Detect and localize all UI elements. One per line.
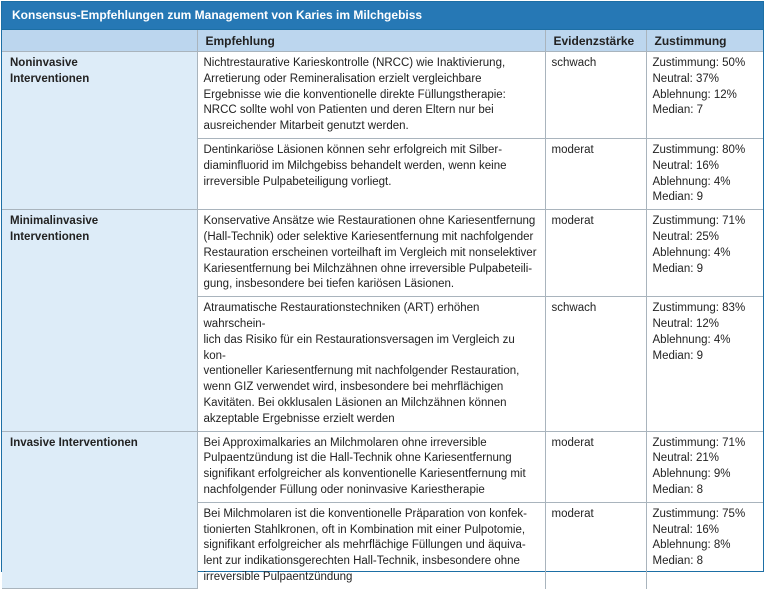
recommendation-cell: Nichtrestaurative Karieskontrolle (NRCC) wie Inaktivierung, Arretierung oder Remineralisation erzielt vergleichbare Ergebnisse wie die konventionelle direkte Füllungstherapie: NRCC sollte wohl von Patienten und deren Eltern nur bei ausreichender Mitarbeit genutzt werden. [197,52,545,139]
evidence-cell: schwach [545,52,646,139]
table-title: Konsensus-Empfehlungen zum Management von Karies im Milchgebiss [2,2,763,30]
group-label-invasive: Invasive Interventionen [2,431,197,589]
evidence-cell: schwach [545,297,646,431]
header-category [2,30,197,52]
table-row [2,210,763,297]
header-evidence: Evidenzstärke [545,30,646,52]
evidence-cell: moderat [545,138,646,209]
agreement-cell: Zustimmung: 71% Neutral: 21% Ablehnung: 9% Median: 8 [646,431,763,502]
table-row [2,52,763,139]
evidence-cell: moderat [545,431,646,502]
agreement-cell: Zustimmung: 71% Neutral: 25% Ablehnung: 4% Median: 9 [646,210,763,297]
header-row [2,30,763,52]
evidence-cell: moderat [545,210,646,297]
agreement-cell: Zustimmung: 83% Neutral: 12% Ablehnung: 4% Median: 9 [646,297,763,431]
recommendations-table [2,30,763,589]
table-row [2,431,763,502]
recommendation-cell: Bei Approximalkaries an Milchmolaren ohne irreversible Pulpaentzündung ist die Hall-Technik ohne Kariesentfernung signifikant erfolgreicher als konventionelle Kariesentfernung mit nachfolgender Füllung oder noninvasive Kariestherapie [197,431,545,502]
group-label-minimalinvasive: Minimalinvasive Interventionen [2,210,197,431]
header-recommendation: Empfehlung [197,30,545,52]
recommendation-cell: Konservative Ansätze wie Restaurationen ohne Kariesentfernung (Hall-Technik) oder selektive Kariesentfernung mit nachfolgender Restauration erscheinen vorteilhaft im Vergleich mit nonselektiver Kariesentfernung bei Milchzähnen ohne irreversible Pulpabeteili- gung, insbesondere bei tiefen kariösen Läsionen. [197,210,545,297]
agreement-cell: Zustimmung: 50% Neutral: 37% Ablehnung: 12% Median: 7 [646,52,763,139]
recommendation-cell: Atraumatische Restaurationstechniken (ART) erhöhen wahrschein- lich das Risiko für ein Restaurationsversagen im Vergleich zu kon- ventioneller Kariesentfernung mit nachfolgender Restauration, wenn GIZ verwendet wird, insbesondere bei mehrflächigen Kavitäten. Bei okklusalen Läsionen an Milchzähnen können akzeptable Ergebnisse erzielt werden [197,297,545,431]
header-agreement: Zustimmung [646,30,763,52]
evidence-cell: moderat [545,502,646,588]
agreement-cell: Zustimmung: 80% Neutral: 16% Ablehnung: 4% Median: 9 [646,138,763,209]
group-label-noninvasive: Noninvasive Interventionen [2,52,197,210]
recommendation-cell: Bei Milchmolaren ist die konventionelle Präparation von konfek- tionierten Stahlkronen, oft in Kombination mit einer Pulpotomie, signifikant erfolgreicher als mehrflächige Füllungen und äquiva- lent zur indikationsgerechten Hall-Technik, insbesondere ohne irreversible Pulpaentzündung [197,502,545,588]
agreement-cell: Zustimmung: 75% Neutral: 16% Ablehnung: 8% Median: 8 [646,502,763,588]
recommendations-table-box [1,1,764,583]
recommendation-cell: Dentinkariöse Läsionen können sehr erfolgreich mit Silber- diaminfluorid im Milchgebiss behandelt werden, wenn keine irreversible Pulpabeteiligung vorliegt. [197,138,545,209]
